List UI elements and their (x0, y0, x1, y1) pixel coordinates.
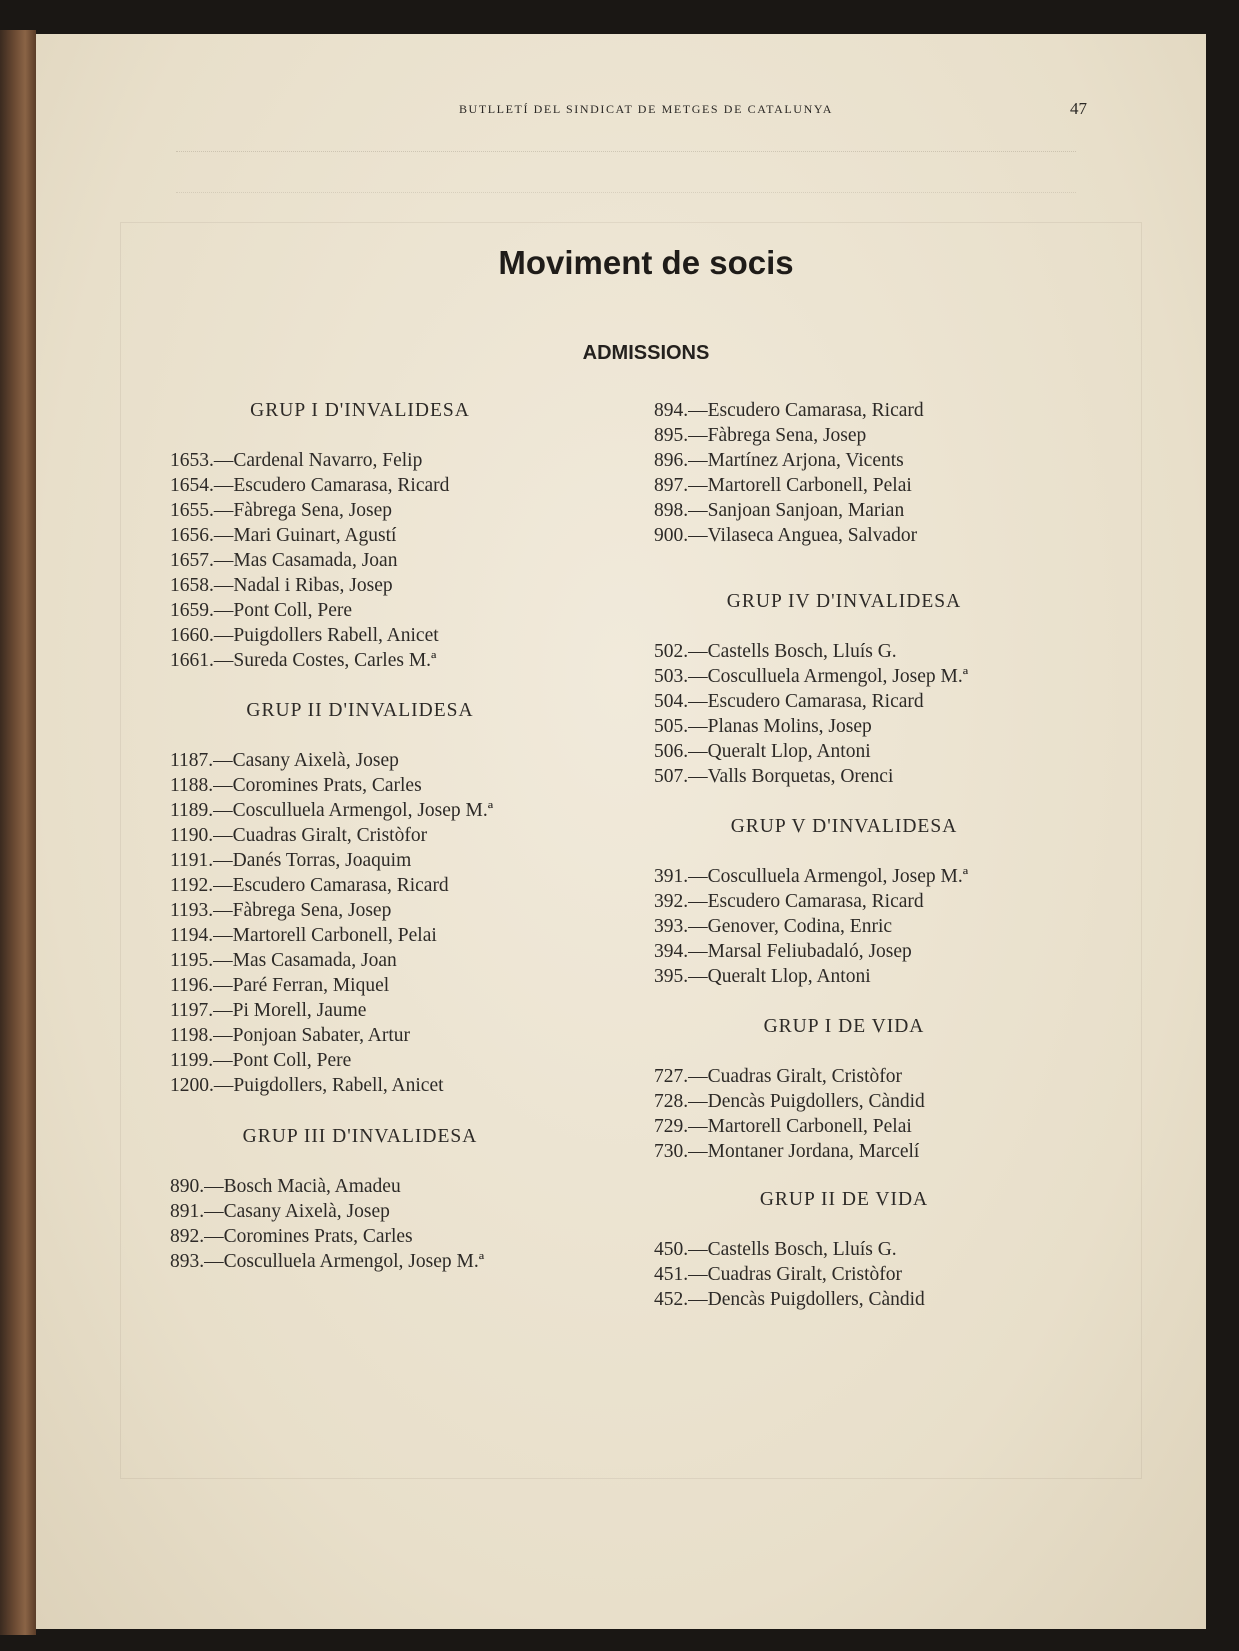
member-entry: 1189.—Cosculluela Armengol, Josep M.ª (170, 800, 494, 821)
member-entry: 391.—Cosculluela Armengol, Josep M.ª (654, 866, 969, 887)
member-entry: 1200.—Puigdollers, Rabell, Anicet (170, 1075, 444, 1096)
member-entry: 1658.—Nadal i Ribas, Josep (170, 575, 393, 596)
member-entry: 1187.—Casany Aixelà, Josep (170, 750, 399, 771)
group-invalidesa-1 (170, 398, 590, 673)
member-entry: 1197.—Pi Morell, Jaume (170, 1000, 367, 1021)
member-entry: 728.—Dencàs Puigdollers, Càndid (654, 1091, 925, 1112)
group-heading: GRUP I D'INVALIDESA (250, 400, 470, 421)
member-entry: 392.—Escudero Camarasa, Ricard (654, 891, 924, 912)
member-entry: 1191.—Danés Torras, Joaquim (170, 850, 412, 871)
show-through-artifact (176, 151, 1076, 193)
member-entry: 1655.—Fàbrega Sena, Josep (170, 500, 393, 521)
member-entry: 897.—Martorell Carbonell, Pelai (654, 475, 912, 496)
book-binding (0, 30, 36, 1635)
member-entry: 502.—Castells Bosch, Lluís G. (654, 641, 897, 662)
member-entry: 896.—Martínez Arjona, Vicents (654, 450, 904, 471)
member-entry: 893.—Cosculluela Armengol, Josep M.ª (170, 1251, 485, 1272)
member-entry: 1659.—Pont Coll, Pere (170, 600, 353, 621)
member-entry: 505.—Planas Molins, Josep (654, 716, 872, 737)
member-entry: 394.—Marsal Feliubadaló, Josep (654, 941, 912, 962)
member-entry: 891.—Casany Aixelà, Josep (170, 1201, 390, 1222)
member-entry: 503.—Cosculluela Armengol, Josep M.ª (654, 666, 969, 687)
member-entry: 395.—Queralt Llop, Antoni (654, 966, 871, 987)
group-invalidesa-3-continued (654, 398, 1074, 548)
member-entry: 451.—Cuadras Giralt, Cristòfor (654, 1264, 903, 1285)
group-invalidesa-3 (170, 1124, 590, 1274)
group-vida-2 (654, 1187, 1074, 1312)
member-entry: 1198.—Ponjoan Sabater, Artur (170, 1025, 411, 1046)
member-entry: 506.—Queralt Llop, Antoni (654, 741, 871, 762)
document-page (36, 34, 1206, 1629)
group-heading: GRUP III D'INVALIDESA (242, 1126, 478, 1147)
group-vida-1 (654, 1014, 1074, 1164)
member-entry: 729.—Martorell Carbonell, Pelai (654, 1116, 912, 1137)
member-entry: 1657.—Mas Casamada, Joan (170, 550, 398, 571)
member-entry: 894.—Escudero Camarasa, Ricard (654, 400, 924, 421)
group-heading: GRUP II DE VIDA (759, 1189, 929, 1210)
group-invalidesa-4 (654, 589, 1074, 789)
member-entry: 1660.—Puigdollers Rabell, Anicet (170, 625, 439, 646)
member-entry: 1661.—Sureda Costes, Carles M.ª (170, 650, 437, 671)
member-entry: 1194.—Martorell Carbonell, Pelai (170, 925, 437, 946)
group-invalidesa-2 (170, 698, 590, 1098)
group-heading: GRUP IV D'INVALIDESA (726, 591, 962, 612)
member-entry: 895.—Fàbrega Sena, Josep (654, 425, 867, 446)
member-entry: 1656.—Mari Guinart, Agustí (170, 525, 397, 546)
member-entry: 898.—Sanjoan Sanjoan, Marian (654, 500, 905, 521)
member-entry: 1196.—Paré Ferran, Miquel (170, 975, 390, 996)
page-number: 47 (1070, 99, 1087, 118)
section-heading: ADMISSIONS (582, 342, 710, 364)
member-entry: 1654.—Escudero Camarasa, Ricard (170, 475, 450, 496)
member-entry: 1195.—Mas Casamada, Joan (170, 950, 397, 971)
member-entry: 1192.—Escudero Camarasa, Ricard (170, 875, 449, 896)
group-heading: GRUP V D'INVALIDESA (730, 816, 958, 837)
article-title: Moviment de socis (498, 244, 794, 281)
member-entry: 1193.—Fàbrega Sena, Josep (170, 900, 392, 921)
group-invalidesa-5 (654, 814, 1074, 989)
member-entry: 1199.—Pont Coll, Pere (170, 1050, 352, 1071)
member-entry: 892.—Coromines Prats, Carles (170, 1226, 413, 1247)
member-entry: 450.—Castells Bosch, Lluís G. (654, 1239, 897, 1260)
member-entry: 507.—Valls Borquetas, Orenci (654, 766, 894, 787)
member-entry: 890.—Bosch Macià, Amadeu (170, 1176, 401, 1197)
running-header: BUTLLETÍ DEL SINDICAT DE METGES DE CATALUNYA (458, 102, 834, 116)
group-heading: GRUP II D'INVALIDESA (246, 700, 474, 721)
member-entry: 1188.—Coromines Prats, Carles (170, 775, 422, 796)
member-entry: 900.—Vilaseca Anguea, Salvador (654, 525, 918, 546)
member-entry: 504.—Escudero Camarasa, Ricard (654, 691, 924, 712)
member-entry: 452.—Dencàs Puigdollers, Càndid (654, 1289, 925, 1310)
group-heading: GRUP I DE VIDA (763, 1016, 925, 1037)
member-entry: 1190.—Cuadras Giralt, Cristòfor (170, 825, 428, 846)
member-entry: 730.—Montaner Jordana, Marcelí (654, 1141, 920, 1162)
member-entry: 727.—Cuadras Giralt, Cristòfor (654, 1066, 903, 1087)
member-entry: 393.—Genover, Codina, Enric (654, 916, 893, 937)
member-entry: 1653.—Cardenal Navarro, Felip (170, 450, 423, 471)
